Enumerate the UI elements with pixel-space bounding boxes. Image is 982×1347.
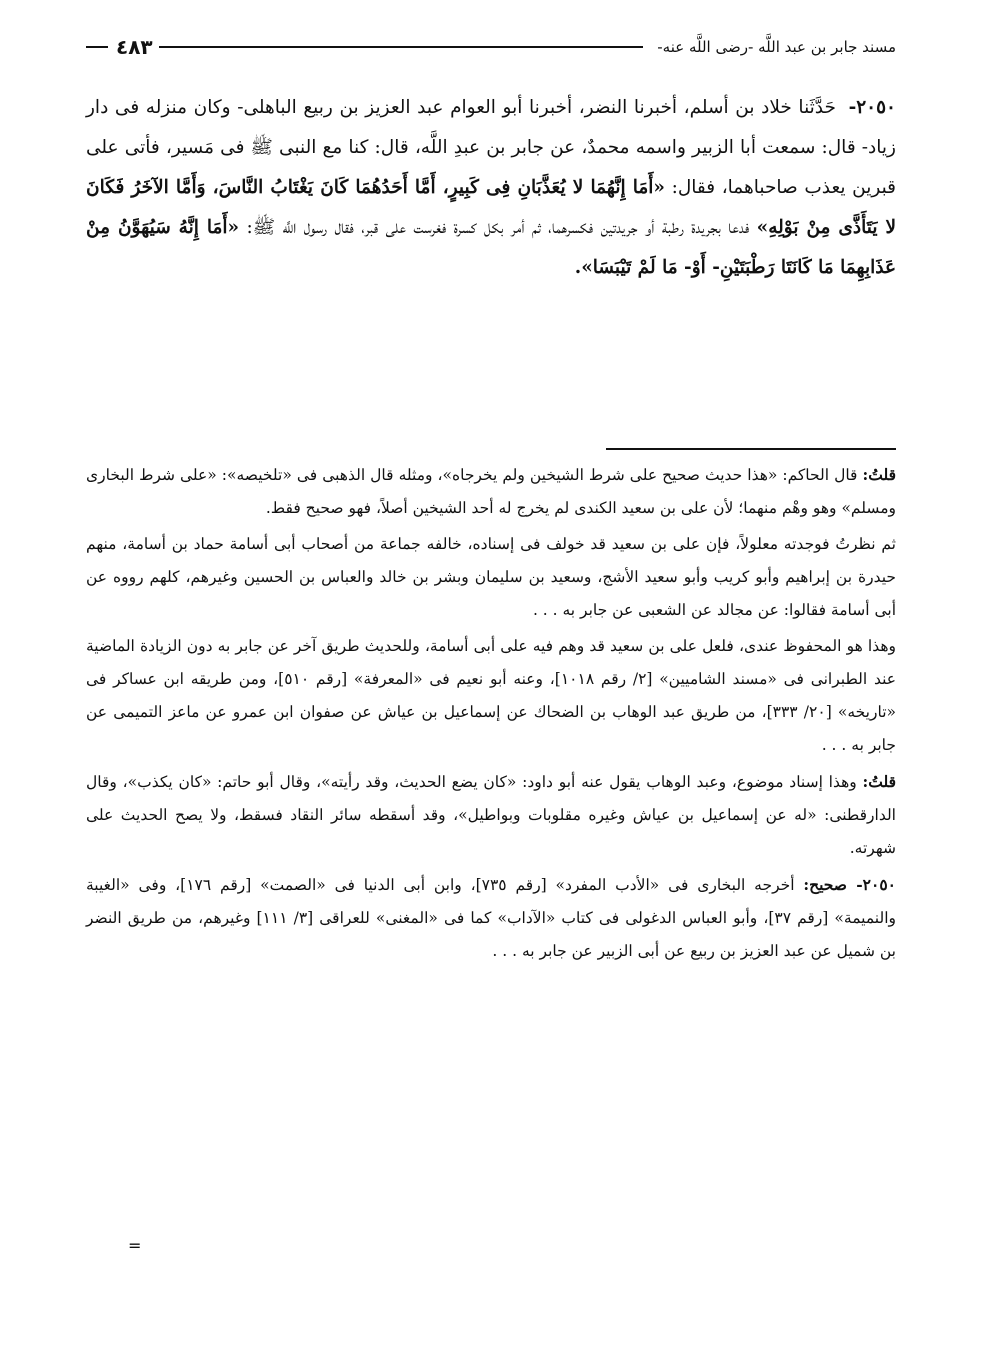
hadith-middle: فدعا بجريدة رطبة أو جريدتين فكسرهما، ثم أمر بكل كسرة فغرست على قبر، فقال رسول اللَّه ﷺ: <box>246 217 750 238</box>
continuation-mark: = <box>128 1236 142 1255</box>
note-paragraph <box>86 458 896 525</box>
note-lead: قلتُ: <box>862 465 896 484</box>
takhrij-lead: ٢٠٥٠- صحيح: <box>803 875 896 894</box>
page-number-dash <box>86 46 108 48</box>
note-text: وهذا هو المحفوظ عندى، فلعل على بن سعيد قد وهم فيه على أبى أسامة، وللحديث طريق آخر عن جابر به دون الزيادة الماضية عند الطبرانى فى «مسند الشاميين» [٢/ رقم ١٠١٨]، وعنه أبو نعيم فى «المعرفة» [رقم ٥١٠]، ومن طريقه ابن عساكر فى «تاريخه» [٢٠/ ٣٣٣]، من طريق عبد الوهاب بن الضحاك عن إسماعيل بن عياش عن صفوان ابن عمرو عن ماعز التميمى عن جابر به . . . <box>86 637 897 754</box>
hadith-quote-1: «أَمَا إِنَّهُمَا لا يُعَذَّبَانِ فِى كَبِيرٍ، أَمَّا أَحَدُهُمَا كَانَ يَغْتَابُ النَّاسَ، وَأَمَّا الآخَرُ فَكَانَ لا يَتَأَذَّى مِنْ بَوْلِهِ» <box>86 177 896 238</box>
hadith-quote-2: «أَمَا إِنَّهُ سَيُهَوَّنُ مِنْ عَذَابِهِمَا مَا كَانَتَا رَطْبَتَيْنِ- أَوْ- مَا لَمْ تَيْبَسَا». <box>86 217 896 278</box>
note-text: ثم نظرتُ فوجدته معلولاً، فإن على بن سعيد قد خولف فى إسناده، خالفه جماعة من أصحاب أبى أسامة حماد بن أسامة، منهم حيدرة بن إبراهيم وأبو كريب وأبو سعيد الأشج، وسعيد بن سليمان وبشر بن خالد والعباس بن الحسين وغيرهم، كلهم رووه عن أبى أسامة فقالوا: عن مجالد عن الشعبى عن جابر به . . . <box>86 535 896 619</box>
page-number-text: ٤٨٣ <box>116 35 153 59</box>
page-number <box>86 35 153 59</box>
note-paragraph <box>86 765 896 865</box>
note-text: أخرجه البخارى فى «الأدب المفرد» [رقم ٧٣٥]، وابن أبى الدنيا فى «الصمت» [رقم ١٧٦]، وفى «الغيبة والنميمة» [رقم ٣٧]، وأبو العباس الدغولى فى كتاب «الآداب» كما فى «المغنى» للعراقى [٣/ ١١١] وغيرهم، من طريق النضر بن شميل عن عبد العزيز بن ربيع عن أبى الزبير عن جابر به . . . <box>86 876 896 960</box>
note-text: وهذا إسناد موضوع، وعبد الوهاب يقول عنه أبو داود: «كان يضع الحديث، وقد رأيته»، وقال أبو حاتم: «كان يكذب»، وقال الدارقطنى: «له عن إسماعيل بن عياش وغيره مقلوبات وبواطيل»، وقد أسقطه سائر النقاد فسقط، ولا يصح الحديث على شهرته. <box>86 773 896 857</box>
note-text: قال الحاكم: «هذا حديث صحيح على شرط الشيخين ولم يخرجاه»، ومثله قال الذهبى فى «تلخيصه»: «على شرط البخارى ومسلم» وهو وهْم منهما؛ لأن على بن سعيد الكندى لم يخرج له أحد الشيخين أصلاً، فهو صحيح فقط. <box>86 466 896 517</box>
header-rule <box>159 46 644 48</box>
hadith-text <box>86 88 896 288</box>
note-paragraph <box>86 868 896 968</box>
note-paragraph <box>86 630 896 762</box>
note-paragraph <box>86 528 896 627</box>
hadith-number: ٢٠٥٠- <box>848 97 896 118</box>
note-lead: قلتُ: <box>862 772 896 791</box>
page-header <box>86 30 896 64</box>
hadith-isnad: حَدَّثَنا خلاد بن أسلم، أخبرنا النضر، أخبرنا أبو العوام عبد العزيز بن ربيع الباهلى- وكان منزله فى دار زياد- قال: سمعت أبا الزبير واسمه محمدٌ، عن جابر بن عبدِ اللَّه، قال: كنا مع النبى ﷺ فى مَسير، فأتى على قبرين يعذب صاحباهما، فقال: <box>86 97 896 198</box>
running-title: مسند جابر بن عبد اللَّه -رضى اللَّه عنه- <box>657 38 896 56</box>
footnote-separator <box>606 448 896 450</box>
footnotes <box>86 458 896 971</box>
